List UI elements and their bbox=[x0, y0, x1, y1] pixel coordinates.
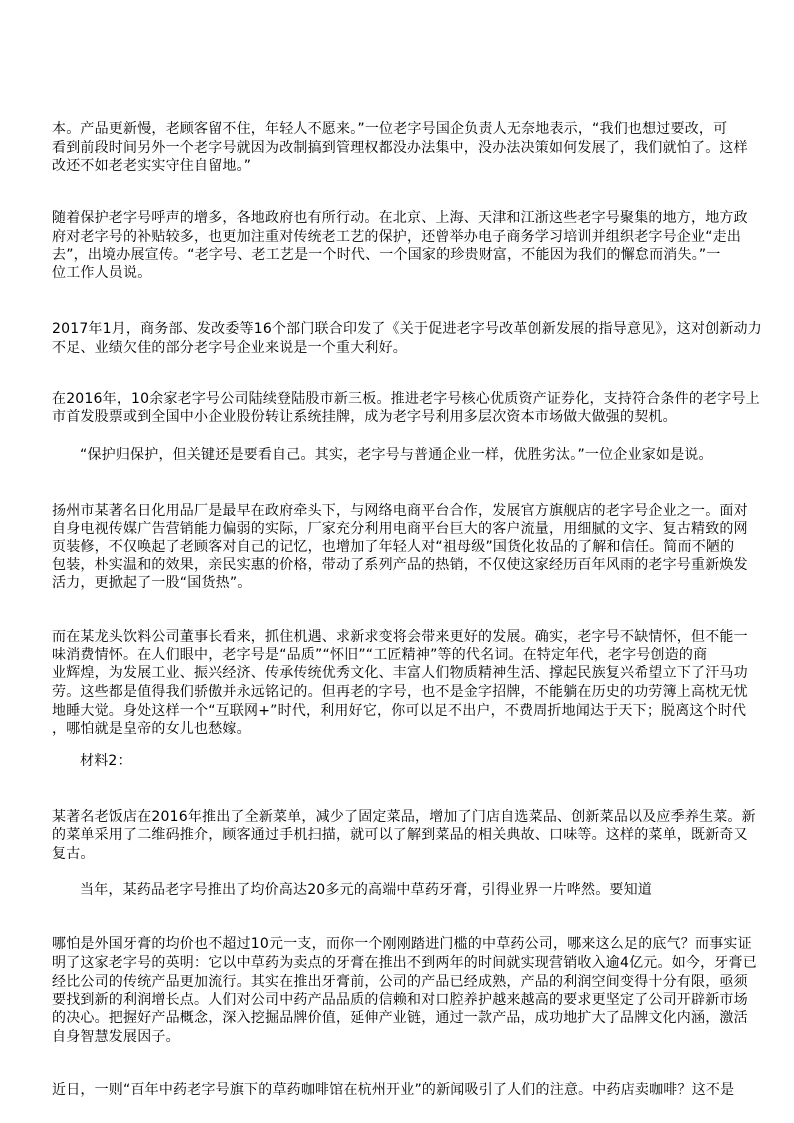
text-line: 去”，出境办展宣传。“老字号、老工艺是一个时代、一个国家的珍贵财富，不能因为我们的懈怠而消失。”一 bbox=[52, 247, 721, 263]
text-line: 位工作人员说。 bbox=[52, 265, 152, 281]
text-line: 而在某龙头饮料公司董事长看来，抓住机遇、求新求变将会带来更好的发展。确实，老字号不缺情怀，但不能一 bbox=[52, 629, 748, 645]
text-line: 要找到新的利润增长点。人们对公司中药产品品质的信赖和对口腔养护越来越高的要求更坚定了公司开辟新市场 bbox=[52, 992, 748, 1008]
text-line: 府对老字号的补贴较多，也更加注重对传统老工艺的保护，还曾举办电子商务学习培训并组织老字号企业“走出 bbox=[52, 229, 742, 245]
text-line: 2017年1月，商务部、发改委等16个部门联合印发了《关于促进老字号改革创新发展的指导意见》，这对创新动力 bbox=[52, 321, 762, 337]
text-line: 在2016年，10余家老字号公司陆续登陆股市新三板。推进老字号核心优质资产证券化，支持符合条件的老字号上 bbox=[52, 391, 760, 407]
text-line: 改还不如老老实实守住自留地。” bbox=[52, 158, 252, 174]
text-line: 随着保护老字号呼声的增多，各地政府也有所行动。在北京、上海、天津和江浙这些老字号聚集的地方，地方政 bbox=[52, 210, 748, 226]
text-line: 不足、业绩欠佳的部分老字号企业来说是一个重大利好。 bbox=[52, 340, 407, 356]
text-line: “保护归保护，但关键还是要看自己。其实，老字号与普通企业一样，优胜劣汰。”一位企业家如是说。 bbox=[80, 447, 713, 463]
text-line: 扬州市某著名日化用品厂是最早在政府牵头下，与网络电商平台合作，发展官方旗舰店的老字号企业之一。面对 bbox=[52, 503, 748, 519]
text-line: 劳。这些都是值得我们骄傲并永远铭记的。但再老的字号，也不是金字招牌，不能躺在历史的功劳簿上高枕无忧 bbox=[52, 684, 748, 700]
text-line: 看到前段时间另外一个老字号就因为改制搞到管理权都没办法集中，没办法决策如何发展了，我们就怕了。这样 bbox=[52, 140, 748, 156]
text-line: 自身智慧发展因子。 bbox=[52, 1029, 180, 1045]
text-line: 某著名老饭店在2016年推出了全新菜单，减少了固定菜品，增加了门店自选菜品、创新菜品以及应季养生菜。新 bbox=[52, 809, 756, 825]
text-line: 复古。 bbox=[52, 846, 95, 862]
text-line: 近日，一则“百年中药老字号旗下的草药咖啡馆在杭州开业”的新闻吸引了人们的注意。中药店卖咖啡？这不是 bbox=[52, 1082, 735, 1098]
text-line: 自身电视传媒广告营销能力偏弱的实际，厂家充分利用电商平台巨大的客户流量，用细腻的文字、复古精致的网 bbox=[52, 521, 748, 537]
text-line: 包装，朴实温和的效果，亲民实惠的价格，带动了系列产品的热销，不仅使这家经历百年风雨的老字号重新焕发 bbox=[52, 557, 748, 573]
text-line: 地睡大觉。身处这样一个“互联网+”时代，利用好它，你可以足不出户，不费周折地闻达于天下；脱离这个时代 bbox=[52, 703, 747, 719]
text-line: 本。产品更新慢，老顾客留不住，年轻人不愿来。”一位老字号国企负责人无奈地表示，“我们也想过要改，可 bbox=[52, 121, 728, 137]
text-line: 材料2： bbox=[80, 753, 132, 769]
text-line: 业辉煌，为发展工业、振兴经济、传承传统优秀文化、丰富人们物质精神生活、撑起民族复兴希望立下了汗马功 bbox=[52, 665, 748, 681]
text-line: 活力，更掀起了一股“国货热”。 bbox=[52, 575, 252, 591]
text-line: ，哪怕就是皇帝的女儿也愁嫁。 bbox=[52, 721, 251, 737]
text-line: 明了这家老字号的英明：它以中草药为卖点的牙膏在推出不到两年的时间就实现营销收入逾4亿元。如今，牙膏已 bbox=[52, 955, 757, 971]
text-line: 页装修，不仅唤起了老顾客对自己的记忆，也增加了年轻人对“祖母级”国货化妆品的了解和信任。简而不陋的 bbox=[52, 539, 735, 555]
text-line: 经比公司的传统产品更加流行。其实在推出牙膏前，公司的产品已经成熟，产品的利润空间变得十分有限，亟须 bbox=[52, 974, 748, 990]
text-line: 哪怕是外国牙膏的均价也不超过10元一支，而你一个刚刚踏进门槛的中草药公司，哪来这么足的底气？而事实证 bbox=[52, 936, 752, 952]
text-line: 的菜单采用了二维码推介，顾客通过手机扫描，就可以了解到菜品的相关典故、口味等。这样的菜单，既新奇又 bbox=[52, 827, 748, 843]
text-line: 市首发股票或到全国中小企业股份转让系统挂牌，成为老字号利用多层次资本市场做大做强的契机。 bbox=[52, 409, 677, 425]
text-line: 当年，某药品老字号推出了均价高达20多元的高端中草药牙膏，引得业界一片哗然。要知道 bbox=[80, 882, 653, 898]
text-line: 味消费情怀。在人们眼中，老字号是“品质”“怀旧”“工匠精神”等的代名词。在特定年代，老字号创造的商 bbox=[52, 647, 708, 663]
text-line: 的决心。把握好产品概念，深入挖掘品牌价值，延伸产业链，通过一款产品，成功地扩大了品牌文化内涵，激活 bbox=[52, 1010, 748, 1026]
